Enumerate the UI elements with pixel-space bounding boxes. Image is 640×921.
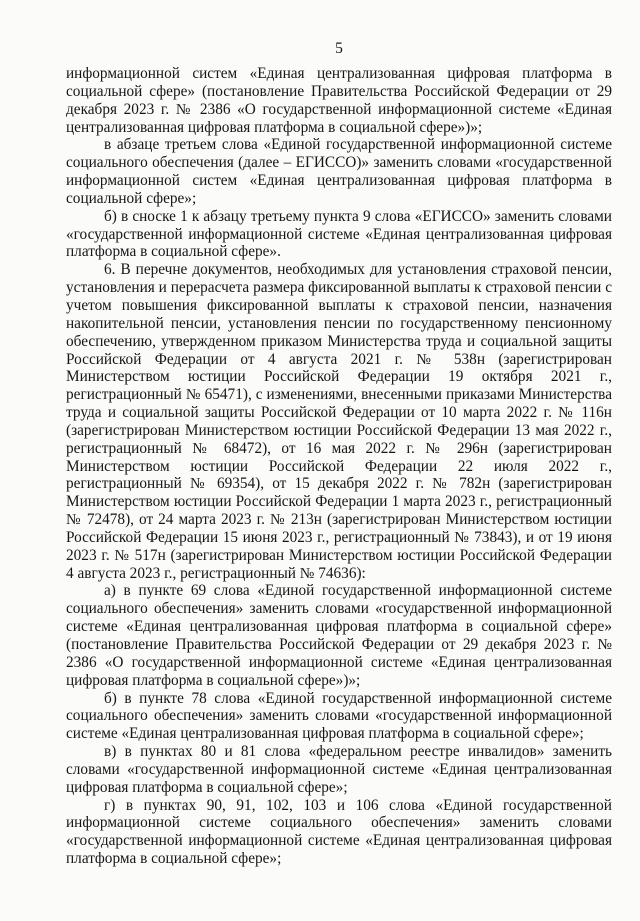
paragraph-subitem-b: б) в пункте 78 слова «Единой государственной информационной системе социального обеспечения» заменить словами «государственной информационной системе «Единая централизованная цифровая платформа в социальной сфере»; bbox=[66, 689, 612, 743]
paragraph-continuation: информационной систем «Единая централизованная цифровая платформа в социальной сфере» (постановление Правительства Российской Федерации от 29 декабря 2023 г. № 2386 «О государственной информационной системе «Единая централизованная цифровая платформа в социальной сфере»)»; bbox=[66, 65, 612, 136]
paragraph-subitem-g: г) в пунктах 90, 91, 102, 103 и 106 слова «Единой государственной информационной системе социального обеспечения» заменить словами «государственной информационной системе «Единая централизованная цифровая платформа в социальной сфере»; bbox=[66, 796, 612, 868]
paragraph-abzac-third: в абзаце третьем слова «Единой государственной информационной системе социального обеспечения (далее – ЕГИССО)» заменить словами «государственной информационной систем «Единая централизованная цифровая платформа в социальной сфере»; bbox=[66, 136, 612, 207]
paragraph-item-b-footnote: б) в сноске 1 к абзацу третьему пункта 9 слова «ЕГИССО» заменить словами «государственной информационной системе «Единая централизованная цифровая платформа в социальной сфере». bbox=[66, 207, 612, 261]
page-number: 5 bbox=[335, 40, 343, 57]
paragraph-subitem-a: а) в пункте 69 слова «Единой государственной информационной системе социального обеспечения» заменить словами «государственной информационной системе «Единая централизованная цифровая платформа в социальной сфере» (постановление Правительства Российской Федерации от 29 декабря 2023 г. № 2386 «О государственной информационной системе «Единая централизованная цифровая платформа в социальной сфере»)»; bbox=[66, 582, 612, 689]
paragraph-subitem-v: в) в пунктах 80 и 81 слова «федеральном реестре инвалидов» заменить словами «государственной информационной системе «Единая централизованная цифровая платформа в социальной сфере»; bbox=[66, 743, 612, 796]
paragraph-item-6: 6. В перечне документов, необходимых для установления страховой пенсии, установления и перерасчета размера фиксированной выплаты к страховой пенсии с учетом повышения фиксированной выплаты к страховой пенсии, назначения накопительной пенсии, установления пенсии по государственному пенсионному обеспечению, утвержденном приказом Министерства труда и социальной защиты Российской Федерации от 4 августа 2021 г. № 538н (зарегистрирован Министерством юстиции Российской Федерации 19 октября 2021 г., регистрационный № 65471), с изменениями, внесенными приказами Министерства труда и социальной защиты Российской Федерации от 10 марта 2022 г. № 116н (зарегистрирован Министерством юстиции Российской Федерации 13 мая 2022 г., регистрационный № 68472), от 16 мая 2022 г. № 296н (зарегистрирован Министерством юстиции Российской Федерации 22 июля 2022 г., регистрационный № 69354), от 15 декабря 2022 г. № 782н (зарегистрирован Министерством юстиции Российской Федерации 1 марта 2023 г., регистрационный № 72478), от 24 марта 2023 г. № 213н (зарегистрирован Министерством юстиции Российской Федерации 15 июня 2023 г., регистрационный № 73843), и от 19 июня 2023 г. № 517н (зарегистрирован Министерством юстиции Российской Федерации 4 августа 2023 г., регистрационный № 74636): bbox=[66, 261, 612, 582]
